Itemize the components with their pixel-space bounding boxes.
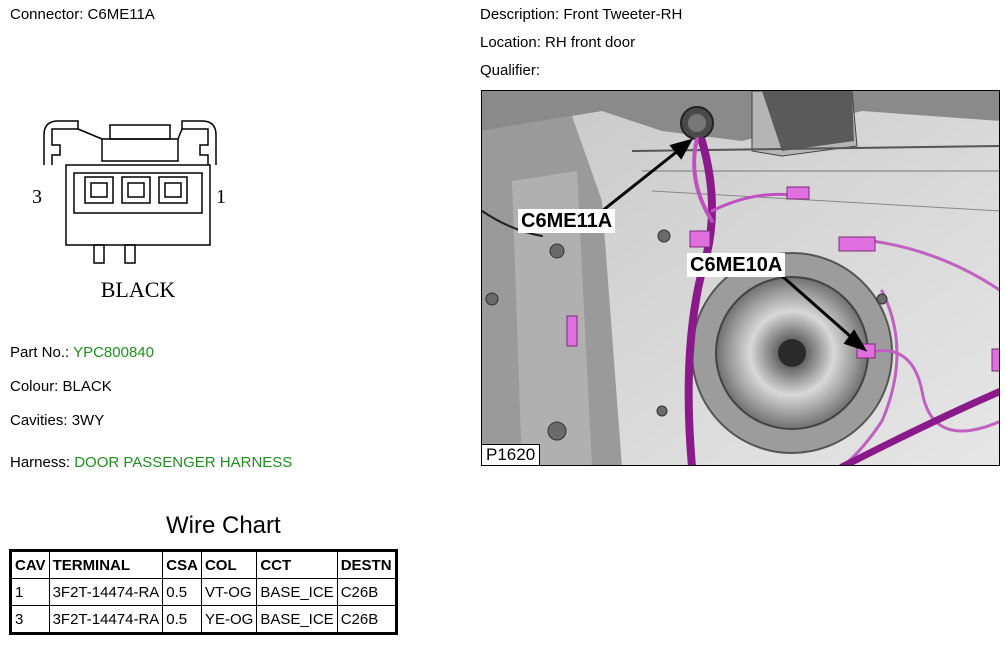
part-no-value[interactable]: YPC800840 <box>73 344 154 361</box>
header-terminal: TERMINAL <box>49 551 163 579</box>
cell-cct: BASE_ICE <box>257 579 337 606</box>
location-line <box>480 34 635 52</box>
qualifier-label: Qualifier: <box>480 62 541 79</box>
wire-chart-header-row <box>11 551 397 579</box>
wire-chart-title: Wire Chart <box>166 512 281 539</box>
diagram-color-label: BLACK <box>100 277 176 302</box>
colour-value: BLACK <box>62 378 112 395</box>
cell-col: YE-OG <box>201 606 256 634</box>
cell-cav: 1 <box>11 579 50 606</box>
part-no-line <box>10 344 154 362</box>
harness-line <box>10 454 292 472</box>
description-line <box>480 6 682 24</box>
table-row <box>11 606 397 634</box>
cell-csa: 0.5 <box>163 606 202 634</box>
cavities-label: Cavities: <box>10 412 72 429</box>
wire-chart-table <box>9 549 398 635</box>
cell-terminal: 3F2T-14474-RA <box>49 579 163 606</box>
door-illustration <box>482 91 1000 466</box>
cell-cav: 3 <box>11 606 50 634</box>
location-label: Location: <box>480 34 546 51</box>
harness-value[interactable]: DOOR PASSENGER HARNESS <box>74 454 293 471</box>
header-cav: CAV <box>11 551 50 579</box>
photo-reference: P1620 <box>482 444 540 465</box>
cell-terminal: 3F2T-14474-RA <box>49 606 163 634</box>
header-csa: CSA <box>163 551 202 579</box>
cell-cct: BASE_ICE <box>257 606 337 634</box>
header-col: COL <box>201 551 256 579</box>
diagram-left-number: 3 <box>32 186 42 208</box>
cell-destn: C26B <box>337 579 396 606</box>
description-value: Front Tweeter-RH <box>563 6 683 23</box>
connector-line <box>10 6 155 24</box>
header-cct: CCT <box>257 551 337 579</box>
cavities-value: 3WY <box>71 412 105 429</box>
description-label: Description: <box>480 6 564 23</box>
callout-c6me11a: C6ME11A <box>518 209 615 233</box>
harness-label: Harness: <box>10 454 75 471</box>
cell-csa: 0.5 <box>163 579 202 606</box>
colour-label: Colour: <box>10 378 63 395</box>
connector-face-diagram <box>30 115 230 305</box>
part-no-label: Part No.: <box>10 344 74 361</box>
cell-destn: C26B <box>337 606 396 634</box>
callout-c6me10a: C6ME10A <box>687 253 785 277</box>
diagram-right-number: 1 <box>216 186 226 208</box>
location-value: RH front door <box>545 34 636 51</box>
header-destn: DESTN <box>337 551 396 579</box>
colour-line <box>10 378 112 396</box>
table-row <box>11 579 397 606</box>
cavities-line <box>10 412 104 430</box>
location-photo <box>481 90 1000 466</box>
cell-col: VT-OG <box>201 579 256 606</box>
connector-label: Connector: <box>10 6 88 23</box>
qualifier-line <box>480 62 540 80</box>
connector-value: C6ME11A <box>87 6 155 23</box>
